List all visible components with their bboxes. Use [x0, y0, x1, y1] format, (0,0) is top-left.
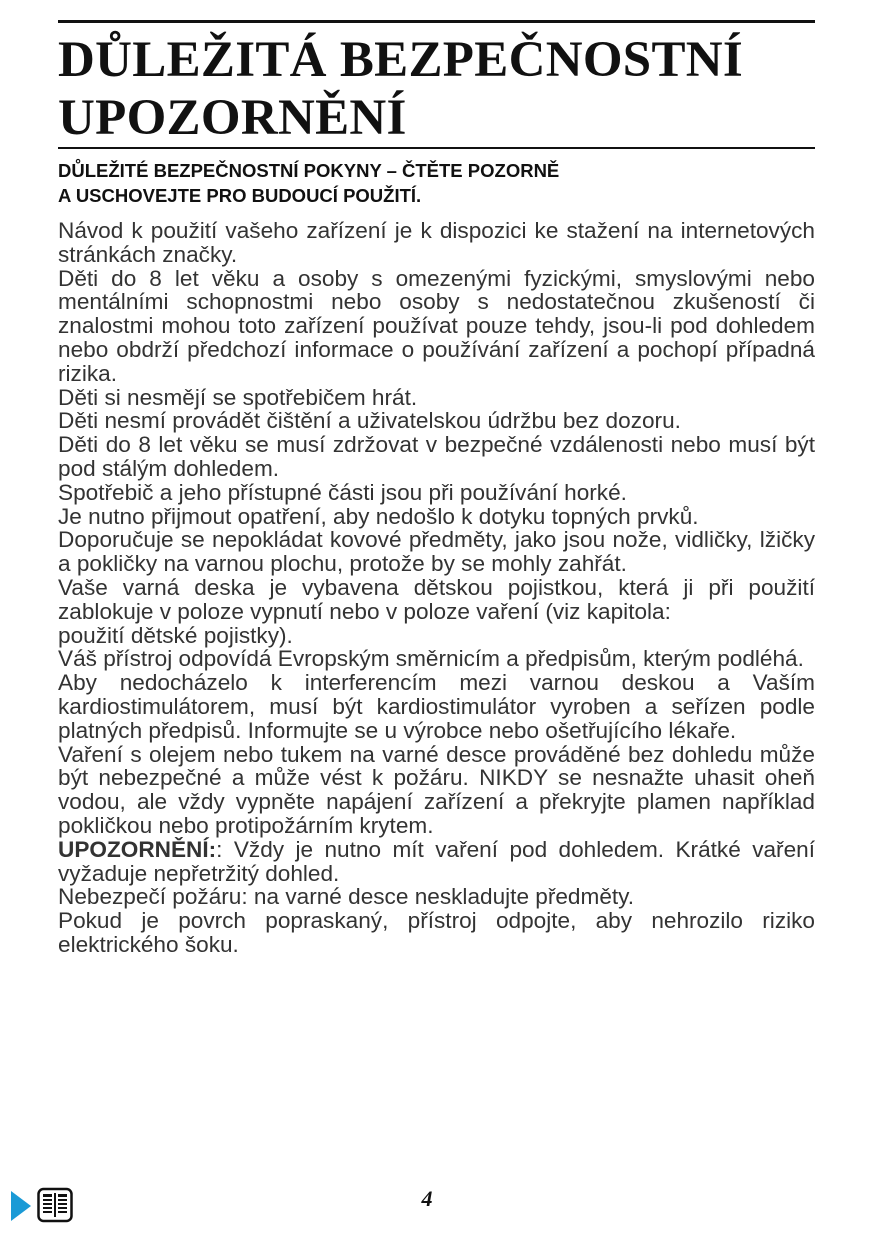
- subtitle: [58, 158, 815, 208]
- paragraph: použití dětské pojistky).: [58, 622, 293, 648]
- page-title: DŮLEŽITÁ BEZPEČNOSTNÍ UPOZORNĚNÍ: [58, 32, 744, 146]
- paragraph: Děti do 8 let věku a osoby s omezenými fyzickými, smyslovými nebo mentálními schopnostmi nebo osoby s nedostatečnou zkušeností či znalostmi mohou toto zařízení používat pouze tehdy, jsou-li pod dohledem nebo obdrží předchozí informace o používání zařízení a pochopí případná rizika.: [58, 265, 815, 386]
- paragraph: Je nutno přijmout opatření, aby nedošlo k dotyku topných prvků.: [58, 503, 699, 529]
- body-text: [58, 219, 815, 957]
- paragraph: Vaření s olejem nebo tukem na varné desce prováděné bez dohledu může být nebezpečné a může vést k požáru. NIKDY se nesnažte uhasit oheň vodou, ale vždy vypněte napájení zařízení a překryjte plamen například pokličkou nebo protipožárním krytem.: [58, 741, 815, 838]
- manual-book-icon: [37, 1187, 73, 1223]
- subtitle-line-2: A USCHOVEJTE PRO BUDOUCÍ POUŽITÍ.: [58, 185, 422, 206]
- top-rule: [58, 20, 815, 23]
- document-page: [58, 20, 815, 957]
- paragraph: Nebezpečí požáru: na varné desce neskladujte předměty.: [58, 884, 635, 910]
- title-rule: [58, 147, 815, 149]
- subtitle-line-1: DŮLEŽITÉ BEZPEČNOSTNÍ POKYNY – ČTĚTE POZORNĚ: [58, 160, 560, 181]
- paragraph: Děti si nesmějí se spotřebičem hrát.: [58, 384, 418, 410]
- paragraph: Pokud je povrch popraskaný, přístroj odpojte, aby nehrozilo riziko elektrického šoku.: [58, 908, 815, 957]
- warning-paragraph: [58, 838, 815, 886]
- next-page-arrow-icon: [11, 1191, 31, 1221]
- warning-text: : Vždy je nutno mít vaření pod dohledem. Krátké vaření vyžaduje nepřetržitý dohled.: [58, 836, 815, 886]
- page-number: 4: [421, 1186, 433, 1211]
- paragraph: Děti nesmí provádět čištění a uživatelskou údržbu bez dozoru.: [58, 408, 681, 434]
- paragraph: Aby nedocházelo k interferencím mezi varnou deskou a Vaším kardiostimulátorem, musí být kardiostimulátor vyroben a seřízen podle platných předpisů. Informujte se u výrobce nebo ošetřujícího lékaře.: [58, 670, 815, 743]
- paragraph: Vaše varná deska je vybavena dětskou pojistkou, která ji při použití zablokuje v poloze vypnutí nebo v poloze vaření (viz kapitola:: [58, 574, 815, 624]
- warning-label: UPOZORNĚNÍ:: [58, 836, 217, 862]
- paragraph: Doporučuje se nepokládat kovové předměty, jako jsou nože, vidličky, lžičky a pokličky na varnou plochu, protože by se mohly zahřát.: [58, 527, 815, 577]
- paragraph: Váš přístroj odpovídá Evropským směrnicím a předpisům, kterým podléhá.: [58, 646, 804, 672]
- paragraph: Děti do 8 let věku se musí zdržovat v bezpečné vzdálenosti nebo musí být pod stálým dohledem.: [58, 432, 815, 481]
- paragraph: Spotřebič a jeho přístupné části jsou při používání horké.: [58, 479, 627, 505]
- paragraph: Návod k použití vašeho zařízení je k dispozici ke stažení na internetových stránkách značky.: [58, 218, 815, 267]
